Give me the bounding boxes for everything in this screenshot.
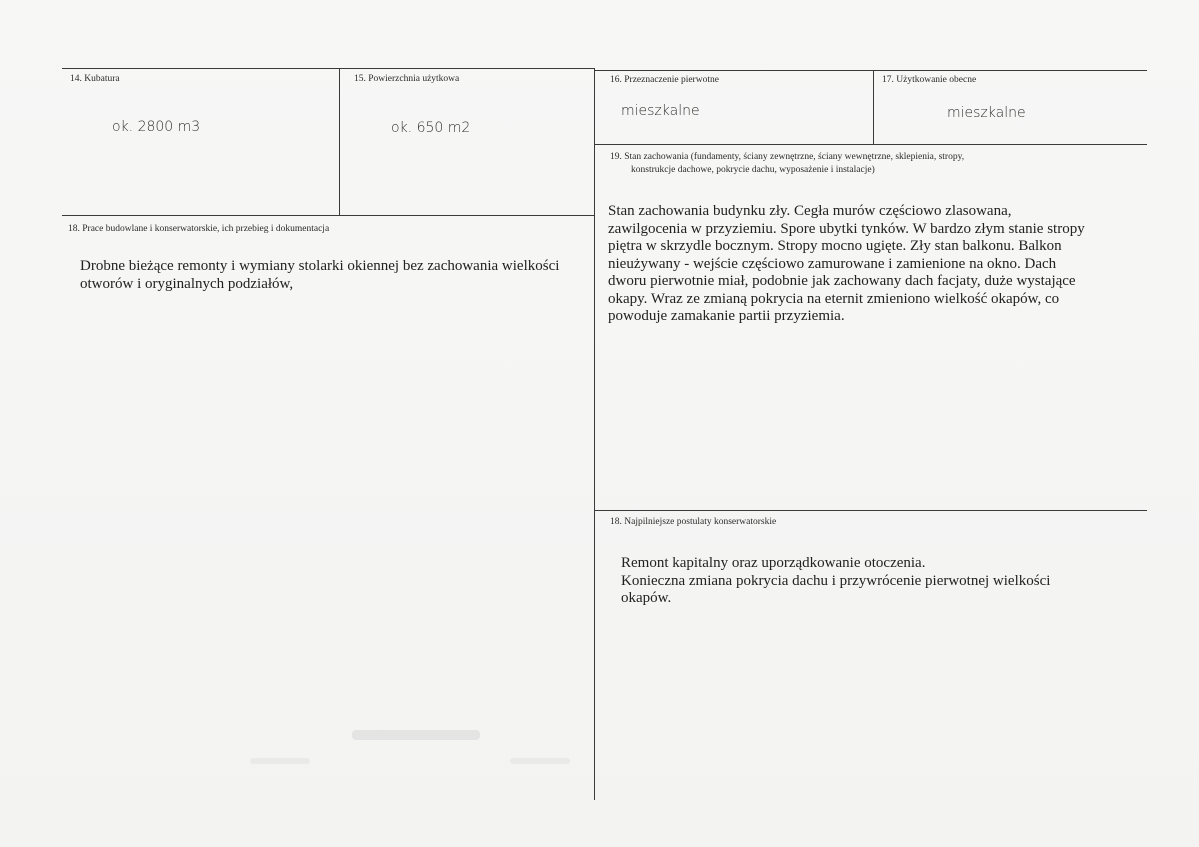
field-19-line: powoduje zamakanie partii przyziemia. bbox=[608, 308, 845, 324]
field-16-value: mieszkalne bbox=[621, 103, 700, 119]
separator-19-18b bbox=[595, 510, 1147, 511]
scan-smudge bbox=[510, 758, 570, 764]
field-17-label: 17. Użytkowanie obecne bbox=[882, 75, 977, 85]
field-15-value: ok. 650 m2 bbox=[391, 120, 471, 136]
field-14-label: 14. Kubatura bbox=[70, 74, 120, 84]
field-19-line: nieużywany - wejście częściowo zamurowane i zamienione na okno. Dach bbox=[608, 255, 1057, 272]
field-18a-text bbox=[80, 258, 559, 293]
field-19-label-line-2: konstrukcje dachowe, pokrycie dachu, wyposażenie i instalacje) bbox=[631, 165, 875, 175]
field-19-label bbox=[610, 151, 964, 177]
field-19-line: piętra w skrzydle bocznym. Stropy mocno ugięte. Zły stan balkonu. Balkon bbox=[608, 238, 1062, 254]
field-19-line: okapy. Wraz ze zmianą pokrycia na eternit zmieniono wielkość okapów, co bbox=[608, 290, 1060, 307]
scan-smudge bbox=[250, 758, 310, 764]
scan-smudge bbox=[352, 730, 480, 740]
field-19-line: Stan zachowania budynku zły. Cegła murów częściowo zlasowana, bbox=[608, 203, 1012, 219]
field-14-value: ok. 2800 m3 bbox=[112, 119, 201, 135]
field-19-line: zawilgocenia w przyziemiu. Spore ubytki tynków. W bardzo złym stanie stropy bbox=[608, 220, 1085, 237]
field-15-label: 15. Powierzchnia użytkowa bbox=[354, 74, 460, 84]
field-18a-line: Drobne bieżące remonty i wymiany stolarki okiennej bez zachowania wielkości bbox=[80, 258, 560, 274]
field-18b-label: 18. Najpilniejsze postulaty konserwatorskie bbox=[610, 517, 777, 527]
top-border-left bbox=[62, 68, 594, 69]
field-18a-line: otworów i oryginalnych podziałów, bbox=[80, 275, 294, 292]
field-18b-line: okapów. bbox=[621, 590, 672, 606]
field-18b-line: Konieczna zmiana pokrycia dachu i przywrócenie pierwotnej wielkości bbox=[621, 572, 1051, 589]
top-border-right bbox=[595, 70, 1147, 71]
field-17-value: mieszkalne bbox=[947, 105, 1026, 121]
center-divider bbox=[594, 68, 595, 800]
field-18b-text bbox=[621, 555, 1050, 608]
divider-14-15 bbox=[339, 68, 340, 216]
divider-16-17 bbox=[873, 70, 874, 144]
field-19-label-line-1: 19. Stan zachowania (fundamenty, ściany zewnętrzne, ściany wewnętrzne, sklepienia, stropy, bbox=[610, 152, 965, 162]
field-18b-line: Remont kapitalny oraz uporządkowanie otoczenia. bbox=[621, 555, 926, 571]
field-18a-label: 18. Prace budowlane i konserwatorskie, ich przebieg i dokumentacja bbox=[68, 224, 330, 234]
field-19-line: dworu pierwotnie miał, podobnie jak zachowany dach facjaty, duże wystające bbox=[608, 273, 1076, 289]
field-16-label: 16. Przeznaczenie pierwotne bbox=[610, 75, 719, 85]
separator-14-18 bbox=[62, 215, 594, 216]
separator-16-19 bbox=[595, 144, 1147, 145]
field-19-text bbox=[608, 203, 1085, 326]
